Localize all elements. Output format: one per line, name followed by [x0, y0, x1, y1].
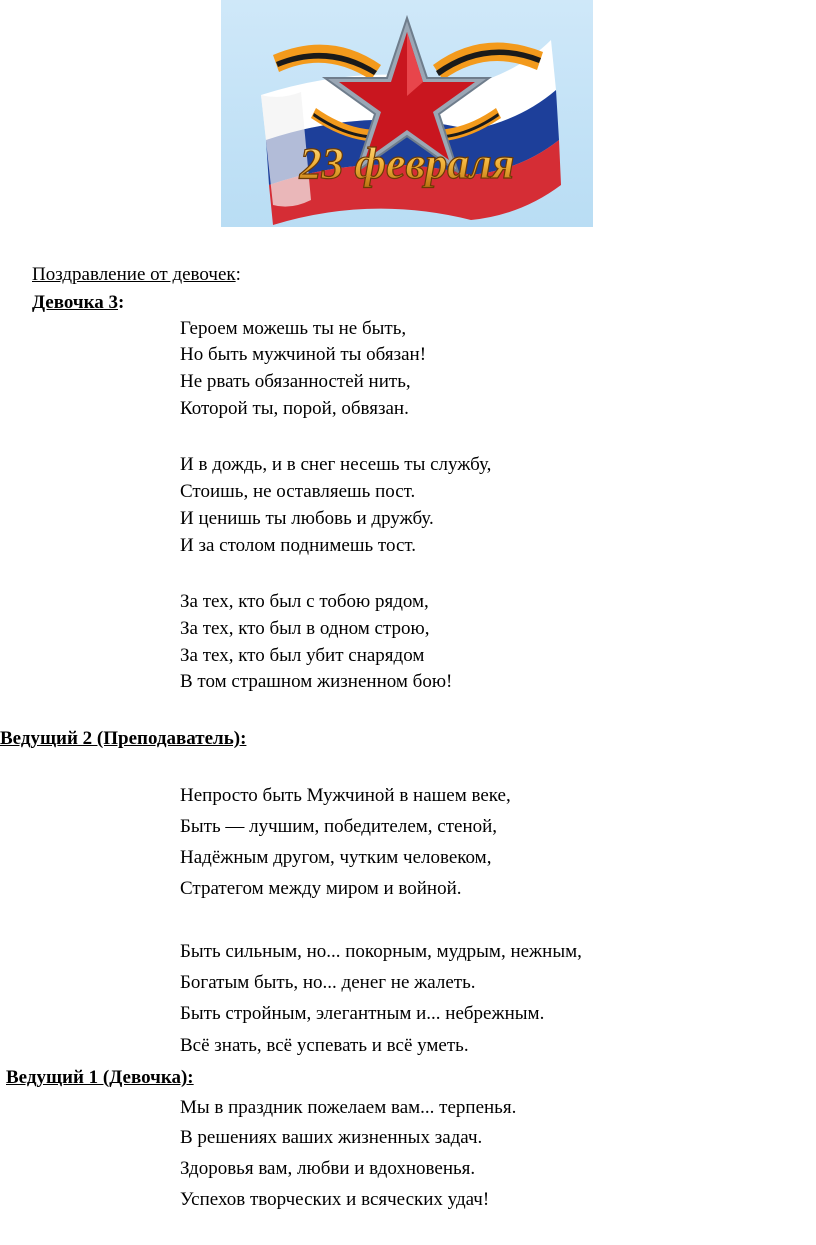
verse-line: Стратегом между миром и войной.: [180, 878, 462, 899]
verse-line: В решениях ваших жизненных задач.: [180, 1127, 483, 1148]
intro-line: [32, 264, 241, 286]
verse-line: И ценишь ты любовь и дружбу.: [180, 508, 434, 529]
speaker-heading: [0, 728, 246, 750]
verse-line: Но быть мужчиной ты обязан!: [180, 344, 427, 365]
banner-caption: 23 февраля: [299, 139, 515, 188]
speaker-heading: [32, 292, 124, 314]
verse-line: Успехов творческих и всяческих удач!: [180, 1189, 490, 1210]
verse-line: Богатым быть, но... денег не жалеть.: [180, 972, 476, 993]
verse-line: И за столом поднимешь тост.: [180, 535, 416, 556]
speaker-name: Ведущий 1 (Девочка):: [6, 1067, 194, 1088]
verse-line: Всё знать, всё успевать и всё уметь.: [180, 1035, 469, 1056]
verse-line: Быть стройным, элегантным и... небрежным.: [180, 1003, 545, 1024]
verse-line: Быть — лучшим, победителем, стеной,: [180, 816, 498, 837]
speaker-name: Девочка 3: [32, 292, 119, 313]
verse-line: За тех, кто был с тобою рядом,: [180, 591, 429, 612]
verse-line: Которой ты, порой, обвязан.: [180, 398, 409, 419]
verse-line: И в дождь, и в снег несешь ты службу,: [180, 454, 492, 475]
verse-line: Героем можешь ты не быть,: [180, 318, 407, 339]
holiday-banner-image: [221, 0, 593, 227]
verse-line: Здоровья вам, любви и вдохновенья.: [180, 1158, 476, 1179]
speaker-name: Ведущий 2 (Преподаватель):: [0, 728, 247, 749]
speaker-heading: [6, 1067, 194, 1089]
verse-line: Быть сильным, но... покорным, мудрым, нежным,: [180, 941, 582, 962]
speaker-suffix: :: [118, 292, 125, 313]
verse-line: Стоишь, не оставляешь пост.: [180, 481, 416, 502]
verse-line: Надёжным другом, чутким человеком,: [180, 847, 492, 868]
intro-text: Поздравление от девочек: [32, 264, 236, 285]
verse-line: В том страшном жизненном бою!: [180, 671, 453, 692]
verse-line: Мы в праздник пожелаем вам... терпенья.: [180, 1097, 517, 1118]
verse-line: За тех, кто был в одном строю,: [180, 618, 430, 639]
verse-line: Непросто быть Мужчиной в нашем веке,: [180, 785, 511, 806]
intro-suffix: :: [235, 264, 241, 285]
verse-line: За тех, кто был убит снарядом: [180, 645, 425, 666]
verse-line: Не рвать обязанностей нить,: [180, 371, 411, 392]
